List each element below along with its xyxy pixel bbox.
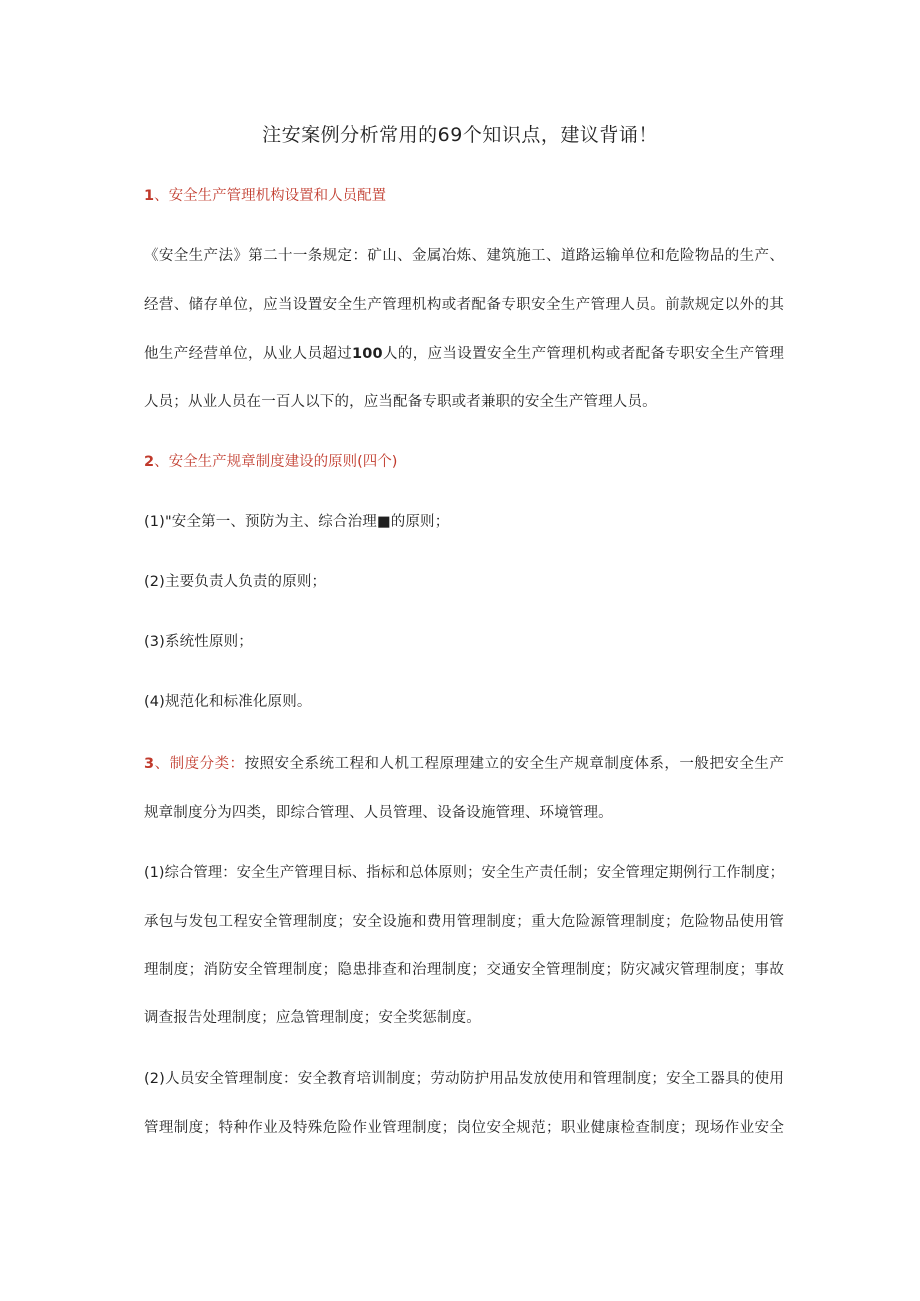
section-3-number: 3 (144, 756, 155, 772)
section-3-p1-line-3: 理制度；消防安全管理制度；隐患排查和治理制度；交通安全管理制度；防灾减灾管理制度；事故 (144, 962, 784, 978)
section-3-p1-line-4: 调查报告处理制度；应急管理制度；安全奖惩制度。 (144, 1010, 481, 1026)
section-1-line-1: 《安全生产法》第二十一条规定：矿山、金属冶炼、建筑施工、道路运输单位和危险物品的生产、 (144, 248, 784, 264)
section-3-p1-line-2: 承包与发包工程安全管理制度；安全设施和费用管理制度；重大危险源管理制度；危险物品使用管 (144, 914, 784, 930)
section-3-p1-line-1: (1)综合管理：安全生产管理目标、指标和总体原则；安全生产责任制；安全管理定期例行工作制度； (144, 865, 784, 881)
section-3-line-2: 规章制度分为四类，即综合管理、人员管理、设备设施管理、环境管理。 (144, 805, 613, 821)
section-2-item-4: (4)规范化和标准化原则。 (144, 694, 312, 710)
section-3-p2-line-1: (2)人员安全管理制度：安全教育培训制度；劳动防护用品发放使用和管理制度；安全工器具的使用 (144, 1071, 784, 1087)
section-2-heading (144, 450, 397, 474)
section-1-heading (144, 184, 386, 208)
section-1-title: 、安全生产管理机构设置和人员配置 (154, 188, 387, 204)
section-1-line-3c: 人的，应当设置安全生产管理机构或者配备专职安全生产管理 (382, 346, 784, 362)
section-3-heading (144, 756, 245, 772)
section-1-line-3-number: 100 (352, 346, 383, 362)
section-2-number: 2 (144, 454, 155, 470)
section-3-p2-line-2: 管理制度；特种作业及特殊危险作业管理制度；岗位安全规范；职业健康检查制度；现场作业安全 (144, 1120, 784, 1136)
section-1-line-2: 经营、储存单位，应当设置安全生产管理机构或者配备专职安全生产管理人员。前款规定以外的其 (144, 297, 784, 313)
section-2-title: 、安全生产规章制度建设的原则(四个) (154, 454, 398, 470)
section-1-line-3a: 他生产经营单位，从业人员超过 (144, 346, 353, 362)
document-title: 注安案例分析常用的69个知识点，建议背诵！ (262, 124, 658, 146)
section-3-line-1-text: 按照安全系统工程和人机工程原理建立的安全生产规章制度体系，一般把安全生产 (244, 756, 784, 772)
section-2-item-1: (1)"安全第一、预防为主、综合治理■的原则； (144, 514, 450, 530)
section-1-number: 1 (144, 188, 155, 204)
section-1-line-4: 人员；从业人员在一百人以下的，应当配备专职或者兼职的安全生产管理人员。 (144, 394, 657, 410)
section-3-title: 、制度分类： (154, 756, 245, 772)
section-2-item-2: (2)主要负责人负责的原则； (144, 574, 327, 590)
section-2-item-3: (3)系统性原则； (144, 634, 253, 650)
section-1-line-3 (144, 342, 784, 366)
section-3-line-1 (144, 752, 784, 776)
